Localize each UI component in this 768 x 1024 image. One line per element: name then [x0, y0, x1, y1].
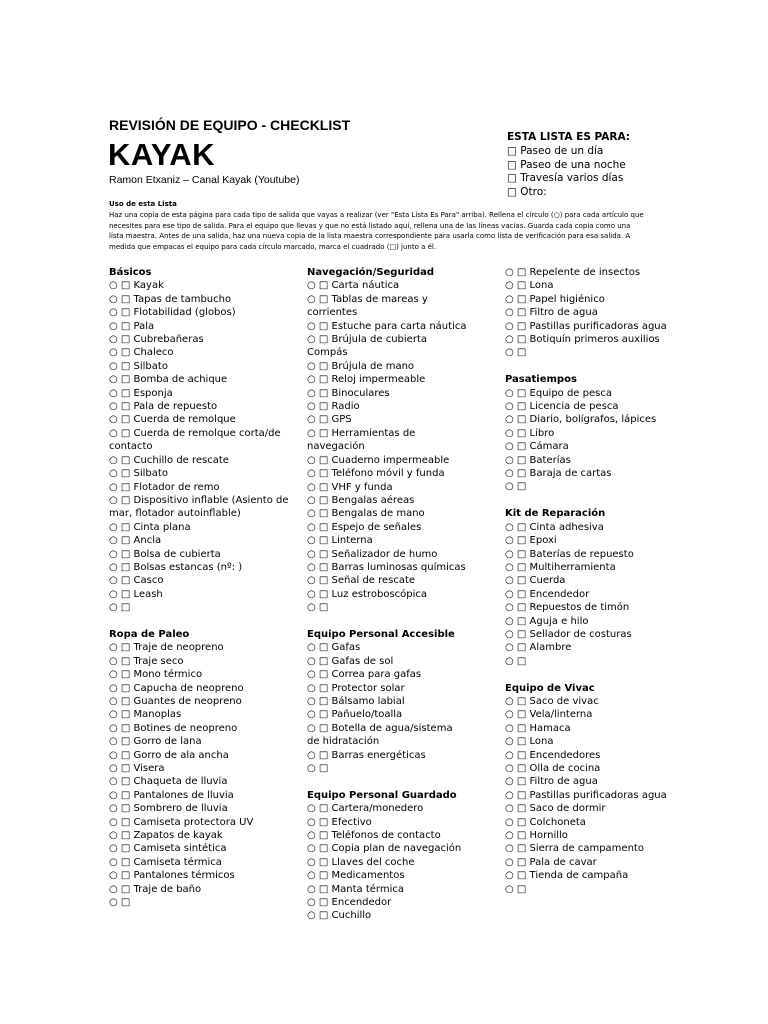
usage-title: Uso de esta Lista — [109, 200, 177, 208]
list-for-option[interactable]: □ Travesía varios días — [507, 172, 624, 184]
checklist-item[interactable]: ○ □ Llaves del coche — [307, 856, 415, 868]
checklist-item[interactable]: ○ □ Encendedores — [505, 749, 601, 761]
checklist-item[interactable]: ○ □ Botella de agua/sistema de hidratación — [307, 722, 453, 748]
checklist-item[interactable]: ○ □ Binoculares — [307, 387, 390, 399]
checklist-item[interactable]: ○ □ Olla de cocina — [505, 762, 601, 774]
checklist-item[interactable]: ○ □ Estuche para carta náutica — [307, 320, 467, 332]
checklist-item[interactable]: ○ □ Brújula de mano — [307, 360, 415, 372]
checklist-item[interactable]: ○ □ Botines de neopreno — [109, 722, 238, 734]
checklist-item[interactable]: ○ □ Barras energéticas — [307, 749, 426, 761]
checklist-item[interactable]: ○ □ Aguja e hilo — [505, 615, 589, 627]
checklist-item[interactable]: ○ □ Tienda de campaña — [505, 870, 629, 882]
checklist-item[interactable]: ○ □ Gorro de lana — [109, 736, 202, 748]
checklist-item[interactable]: ○ □ Pantalones térmicos — [109, 870, 235, 882]
checklist-item[interactable]: ○ □ Tablas de mareas y corrientes — [307, 293, 428, 319]
usage-line: medida que empacas el equipo para cada círculo marcado, marca el cuadrado (□) junto a él. — [109, 242, 437, 251]
checklist-item[interactable]: ○ □ Bolsas estancas (nº: ) — [109, 561, 243, 573]
checklist-item[interactable]: ○ □ Saco de vivac — [505, 695, 599, 707]
checklist-item[interactable]: ○ □ Traje seco — [109, 655, 184, 667]
checklist-column-1 — [109, 266, 289, 909]
checklist-item[interactable]: ○ □ Camiseta sintética — [109, 843, 227, 855]
section-title: Equipo Personal Accesible — [307, 628, 455, 640]
checklist-item[interactable]: ○ □ Barras luminosas químicas — [307, 561, 466, 573]
usage-line: Haz una copia de esta página para cada tipo de salida que vayas a realizar (ver "Esta Lista Es Para" arriba). Rellena el círculo (○) para cada artículo que — [109, 211, 644, 219]
checklist-item[interactable]: ○ □ Bolsa de cubierta — [109, 548, 221, 560]
checklist-item[interactable]: ○ □ Cuerda — [505, 575, 566, 587]
section-kit-de-reparacion — [505, 507, 680, 668]
list-for-title: ESTA LISTA ES PARA: — [507, 131, 631, 143]
checklist-item[interactable]: ○ □ Correa para gafas — [307, 669, 422, 681]
checklist-item[interactable]: ○ □ Pala de cavar — [505, 856, 597, 868]
checklist-item[interactable]: ○ □ Filtro de agua — [505, 307, 598, 319]
checklist-item[interactable]: ○ □ Teléfonos de contacto — [307, 830, 441, 842]
section-equipo-de-vivac — [505, 682, 680, 897]
checklist-item[interactable]: ○ □ Repelente de insectos — [505, 267, 641, 278]
checklist-item[interactable]: ○ □ Herramientas de navegación — [307, 427, 416, 453]
checklist-item[interactable]: ○ □ Silbato — [109, 360, 168, 372]
checklist-item[interactable]: ○ □ Radio — [307, 401, 360, 413]
checklist-item[interactable]: ○ □ Visera — [109, 763, 165, 775]
checklist-item[interactable]: ○ □ Gafas de sol — [307, 655, 394, 667]
checklist-item[interactable]: ○ □ Flotabilidad (globos) — [109, 307, 236, 319]
section-title: Equipo de Vivac — [505, 682, 595, 694]
checklist-item[interactable]: ○ □ — [307, 602, 329, 614]
section-spacer — [505, 360, 680, 373]
checklist-item[interactable]: ○ □ Pañuelo/toalla — [307, 709, 403, 721]
section-spacer — [307, 775, 467, 788]
checklist-item[interactable]: ○ □ Hamaca — [505, 722, 571, 734]
checklist-item[interactable]: ○ □ Traje de baño — [109, 883, 202, 895]
checklist-item[interactable]: ○ □ Botiquín primeros auxilios — [505, 334, 660, 346]
checklist-item[interactable]: ○ □ — [505, 655, 527, 667]
checklist-item[interactable]: ○ □ Papel higiénico — [505, 293, 605, 305]
checklist-item[interactable]: ○ □ Gorro de ala ancha — [109, 749, 229, 761]
checklist-item[interactable]: ○ □ Multiherramienta — [505, 561, 616, 573]
checklist-item[interactable]: ○ □ Chaleco — [109, 347, 174, 359]
checklist-item[interactable]: ○ □ Linterna — [307, 535, 373, 547]
checklist-item[interactable]: ○ □ Chaqueta de lluvia — [109, 776, 228, 788]
checklist-item[interactable]: ○ □ Manoplas — [109, 709, 182, 721]
checklist-item[interactable]: ○ □ Kayak — [109, 280, 164, 292]
list-for-option[interactable]: □ Paseo de un día — [507, 145, 604, 157]
checklist-item[interactable]: ○ □ Cuchillo — [307, 910, 372, 922]
section-spacer — [505, 668, 680, 681]
section-title: Equipo Personal Guardado — [307, 789, 457, 801]
checklist-item[interactable]: ○ □ Encendedor — [505, 588, 590, 600]
checklist-item[interactable]: ○ □ Epoxi — [505, 535, 557, 547]
checklist-item[interactable]: ○ □ Bengalas de mano — [307, 508, 425, 520]
checklist-item[interactable]: ○ □ Hornillo — [505, 830, 568, 842]
checklist-item[interactable]: ○ □ Baterías — [505, 454, 571, 466]
checklist-item[interactable]: ○ □ Protector solar — [307, 682, 405, 694]
checklist-item[interactable]: ○ □ — [307, 763, 329, 775]
checklist-item[interactable]: ○ □ Alambre — [505, 642, 572, 654]
document-header — [109, 116, 499, 187]
section-title: Kit de Reparación — [505, 508, 606, 520]
checklist-item[interactable]: ○ □ Leash — [109, 588, 163, 600]
checklist-item[interactable]: ○ □ Cámara — [505, 441, 569, 453]
checklist-item[interactable]: ○ □ Capucha de neopreno — [109, 682, 244, 694]
checklist-item[interactable]: ○ □ Gafas — [307, 642, 361, 654]
checklist-item[interactable]: ○ □ Espejo de señales — [307, 521, 422, 533]
checklist-item[interactable]: ○ □ Pala — [109, 320, 155, 332]
section-equipo-personal-accesible — [307, 628, 467, 775]
section-spacer — [109, 615, 289, 628]
checklist-column-2 — [307, 266, 467, 923]
checklist-item[interactable]: ○ □ Cinta plana — [109, 521, 191, 533]
checklist-item[interactable]: ○ □ Luz estroboscópica — [307, 588, 428, 600]
checklist-item[interactable]: ○ □ Silbato — [109, 468, 168, 480]
checklist-item[interactable]: ○ □ Encendedor — [307, 897, 392, 909]
checklist-item[interactable]: ○ □ Cuaderno impermeable — [307, 454, 450, 466]
checklist-item[interactable]: ○ □ VHF y funda — [307, 481, 393, 493]
checklist-item[interactable]: ○ □ Teléfono móvil y funda — [307, 468, 445, 480]
checklist-item[interactable]: ○ □ Copia plan de navegación — [307, 843, 462, 855]
checklist-item[interactable]: ○ □ Reloj impermeable — [307, 374, 426, 386]
section-title: Ropa de Paleo — [109, 628, 190, 640]
document-title: REVISIÓN DE EQUIPO - CHECKLIST — [109, 117, 351, 133]
checklist-item[interactable]: ○ □ — [505, 481, 527, 493]
checklist-item[interactable]: ○ □ Traje de neopreno — [109, 642, 224, 654]
checklist-item[interactable]: ○ □ — [109, 602, 131, 614]
usage-line: necesites para ese tipo de salida. Para el equipo que llevas y que no está listado aquí, rellena una de las líneas vacías. Guarda cada copia como una — [109, 221, 631, 230]
author-line: Ramon Etxaniz – Canal Kayak (Youtube) — [109, 174, 300, 186]
checklist-item[interactable]: ○ □ Casco — [109, 575, 164, 587]
section-basicos — [109, 266, 289, 615]
checklist-item[interactable]: ○ □ Baraja de cartas — [505, 468, 612, 480]
checklist-item[interactable]: ○ □ Carta náutica — [307, 280, 400, 292]
checklist-column-3 — [505, 266, 680, 896]
checklist-item[interactable]: ○ □ Libro — [505, 427, 555, 439]
section-title: Pasatiempos — [505, 374, 577, 386]
checklist-item[interactable]: ○ □ Lona — [505, 736, 554, 748]
checklist-item[interactable]: ○ □ Zapatos de kayak — [109, 830, 223, 842]
checklist-item[interactable]: ○ □ Sierra de campamento — [505, 843, 644, 855]
usage-instructions — [109, 199, 661, 252]
checklist-item[interactable]: ○ □ — [109, 897, 131, 909]
checklist-item[interactable]: ○ □ Esponja — [109, 387, 173, 399]
checklist-item[interactable]: ○ □ — [505, 883, 527, 895]
list-for-option[interactable]: □ Otro: — [507, 185, 547, 198]
checklist-item[interactable]: ○ □ Camiseta térmica — [109, 856, 222, 868]
checklist-item[interactable]: ○ □ Mono térmico — [109, 669, 203, 681]
checklist-item[interactable]: ○ □ Tapas de tambucho — [109, 293, 232, 305]
section-title: Básicos — [109, 267, 152, 278]
checklist-item[interactable]: ○ □ GPS — [307, 414, 352, 426]
checklist-item[interactable]: ○ □ Bálsamo labial — [307, 695, 405, 707]
checklist-item[interactable]: ○ □ Ancla — [109, 535, 162, 547]
kayak-title: KAYAK — [108, 137, 216, 172]
checklist-item[interactable]: ○ □ Bomba de achique — [109, 374, 228, 386]
checklist-item[interactable]: ○ □ Baterías de repuesto — [505, 548, 634, 560]
list-for-box — [507, 130, 707, 199]
section-pasatiempos — [505, 373, 680, 494]
usage-line: lista maestra. Antes de una salida, haz una nueva copia de la lista maestra correspondiente para usarla como lista de verificación para esa salida. A — [109, 232, 631, 241]
section-spacer — [307, 615, 467, 628]
checklist-item[interactable]: ○ □ Cartera/monedero — [307, 803, 424, 815]
section-equipo-personal-guardado — [307, 789, 467, 923]
list-for-option[interactable]: □ Paseo de una noche — [507, 158, 626, 171]
checklist-item[interactable]: ○ □ Señalizador de humo — [307, 548, 438, 560]
checklist-item[interactable]: ○ □ Cuerda de remolque corta/de contacto — [109, 427, 281, 453]
checklist-item[interactable]: ○ □ Lona — [505, 280, 554, 292]
checklist-item[interactable]: ○ □ Licencia de pesca — [505, 401, 619, 413]
checklist-item[interactable]: ○ □ Señal de rescate — [307, 575, 416, 587]
checklist-item[interactable]: ○ □ Flotador de remo — [109, 481, 220, 493]
section-navegacion-seguridad — [307, 266, 467, 615]
checklist-item[interactable]: ○ □ Cuerda de remolque — [109, 414, 236, 426]
checklist-item[interactable]: ○ □ Equipo de pesca — [505, 387, 612, 399]
checklist-item[interactable]: ○ □ Saco de dormir — [505, 803, 606, 815]
checklist-item[interactable]: ○ □ Repuestos de timón — [505, 602, 630, 614]
section-spacer — [505, 494, 680, 507]
checklist-item[interactable]: ○ □ Sombrero de lluvia — [109, 803, 228, 815]
section-title: Navegación/Seguridad — [307, 267, 435, 278]
checklist-item[interactable]: ○ □ Pantalones de lluvia — [109, 789, 234, 801]
section-ropa-de-paleo — [109, 628, 289, 910]
checklist-item[interactable]: ○ □ Guantes de neopreno — [109, 695, 242, 707]
checklist-item[interactable]: ○ □ Vela/linterna — [505, 709, 593, 721]
checklist-item[interactable]: ○ □ Filtro de agua — [505, 776, 598, 788]
checklist-item[interactable]: ○ □ Efectivo — [307, 816, 372, 828]
checklist-item[interactable]: ○ □ Medicamentos — [307, 870, 405, 882]
checklist-item[interactable]: ○ □ Sellador de costuras — [505, 628, 632, 640]
checklist-item[interactable]: ○ □ Colchoneta — [505, 816, 586, 828]
checklist-item[interactable]: ○ □ Pastillas purificadoras agua — [505, 789, 667, 801]
checklist-item[interactable]: ○ □ Cuchillo de rescate — [109, 454, 229, 466]
checklist-item[interactable]: ○ □ Pala de repuesto — [109, 401, 218, 413]
checklist-item[interactable]: ○ □ Diario, bolígrafos, lápices — [505, 414, 657, 426]
section-continued — [505, 266, 680, 360]
checklist-item[interactable]: ○ □ Cinta adhesiva — [505, 521, 604, 533]
checklist-item[interactable]: ○ □ — [505, 347, 527, 359]
checklist-item[interactable]: ○ □ Pastillas purificadoras agua — [505, 320, 667, 332]
checklist-item[interactable]: ○ □ Brújula de cubierta Compás — [307, 334, 427, 359]
checklist-item[interactable]: ○ □ Camiseta protectora UV — [109, 816, 254, 828]
checklist-item[interactable]: ○ □ Cubrebañeras — [109, 334, 204, 346]
checklist-item[interactable]: ○ □ Dispositivo inflable (Asiento de mar, flotador autoinflable) — [109, 494, 289, 520]
checklist-item[interactable]: ○ □ Manta térmica — [307, 883, 405, 895]
checklist-item[interactable]: ○ □ Bengalas aéreas — [307, 494, 415, 506]
